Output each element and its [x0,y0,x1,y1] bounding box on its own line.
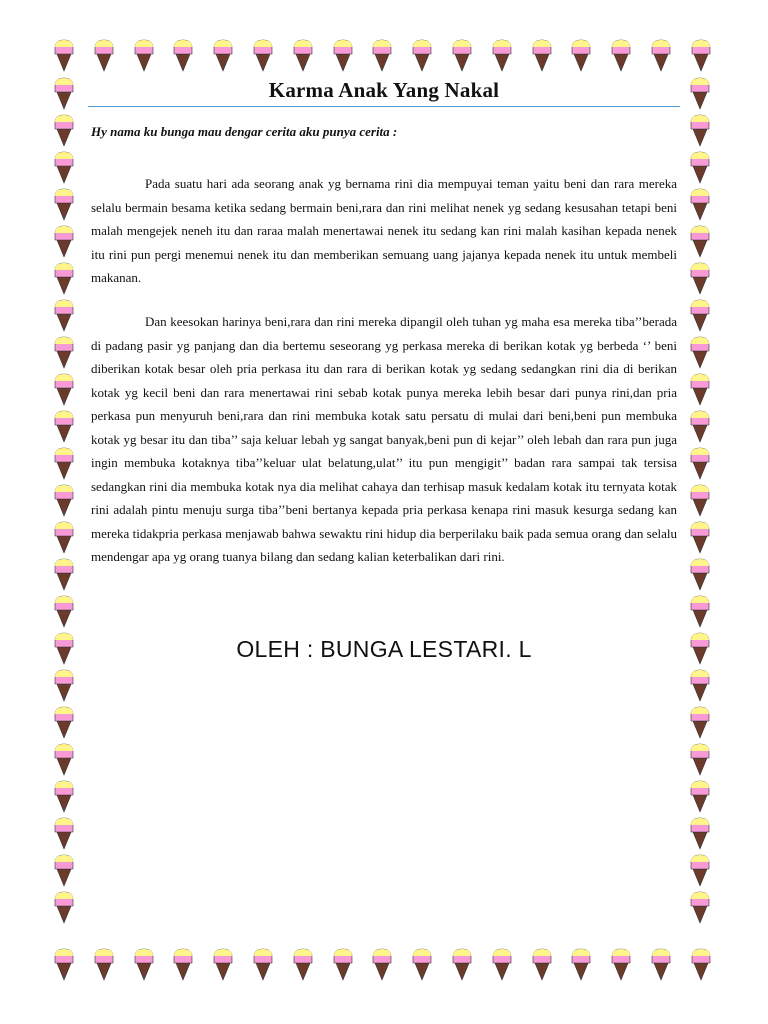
ice-cream-cone-icon [55,559,73,590]
ice-cream-cone-icon [691,78,709,109]
ice-cream-cone-icon [652,40,670,71]
ice-cream-cone-icon [533,40,551,71]
ice-cream-cone-icon [572,40,590,71]
ice-cream-cone-icon [691,115,709,146]
ice-cream-cone-icon [55,781,73,812]
ice-cream-cone-icon [214,949,232,980]
ice-cream-cone-icon [691,818,709,849]
ice-cream-cone-icon [691,892,709,923]
ice-cream-cone-icon [135,949,153,980]
ice-cream-cone-icon [373,40,391,71]
ice-cream-cone-icon [691,707,709,738]
ice-cream-cone-icon [55,374,73,405]
ice-cream-cone-icon [55,40,73,71]
ice-cream-cone-icon [334,949,352,980]
ice-cream-cone-icon [691,263,709,294]
ice-cream-cone-icon [691,855,709,886]
ice-cream-cone-icon [95,949,113,980]
ice-cream-cone-icon [55,818,73,849]
ice-cream-cone-icon [691,744,709,775]
ice-cream-cone-icon [373,949,391,980]
ice-cream-cone-icon [652,949,670,980]
ice-cream-cone-icon [214,40,232,71]
ice-cream-cone-icon [135,40,153,71]
ice-cream-cone-icon [691,522,709,553]
ice-cream-cone-icon [55,596,73,627]
ice-cream-cone-icon [174,949,192,980]
intro-line: Hy nama ku bunga mau dengar cerita aku punya cerita : [91,124,398,139]
ice-cream-cone-icon [612,949,630,980]
ice-cream-cone-icon [254,949,272,980]
ice-cream-cone-icon [55,78,73,109]
ice-cream-cone-icon [55,226,73,257]
ice-cream-cone-icon [55,707,73,738]
ice-cream-cone-icon [334,40,352,71]
ice-cream-cone-icon [55,189,73,220]
ice-cream-cone-icon [493,40,511,71]
ice-cream-cone-icon [493,949,511,980]
ice-cream-cone-icon [55,670,73,701]
story-paragraph-1: Pada suatu hari ada seorang anak yg bernama rini dia mempuyai teman yaitu beni dan rara mereka selalu bermain besama ketika sedang bermain beni,rara dan rini melihat nenek yg sedang kesusahan tetapi beni malah mengejek neneh itu dan raraa malah menertawai nenek itu sedang kan rini malah kasihan kepada nenek itu rini pun pergi menemui nenek itu dan memberikan semuang uang jajanya kepada nenek itu untuk membeli makanan. [91,176,677,285]
ice-cream-cone-icon [691,300,709,331]
ice-cream-cone-icon [55,411,73,442]
ice-cream-cone-icon [55,744,73,775]
ice-cream-cone-icon [55,115,73,146]
ice-cream-cone-icon [572,949,590,980]
ice-cream-cone-icon [691,448,709,479]
ice-cream-cone-icon [55,892,73,923]
ice-cream-cone-icon [413,40,431,71]
ice-cream-cone-icon [294,949,312,980]
ice-cream-cone-icon [55,855,73,886]
ice-cream-cone-icon [692,949,710,980]
ice-cream-cone-icon [294,40,312,71]
ice-cream-cone-icon [413,949,431,980]
ice-cream-cone-icon [691,374,709,405]
ice-cream-cone-icon [691,189,709,220]
ice-cream-cone-icon [55,949,73,980]
author-line: OLEH : BUNGA LESTARI. L [236,636,532,662]
ice-cream-cone-icon [55,300,73,331]
ice-cream-cone-icon [691,559,709,590]
ice-cream-cone-icon [55,263,73,294]
ice-cream-cone-icon [453,949,471,980]
ice-cream-cone-icon [254,40,272,71]
ice-cream-cone-icon [453,40,471,71]
page-title: Karma Anak Yang Nakal [268,78,500,102]
ice-cream-cone-icon [691,670,709,701]
title-divider [88,106,680,107]
ice-cream-cone-icon [692,40,710,71]
ice-cream-cone-icon [533,949,551,980]
ice-cream-cone-icon [691,411,709,442]
ice-cream-cone-icon [691,781,709,812]
ice-cream-cone-icon [55,448,73,479]
ice-cream-cone-icon [691,485,709,516]
ice-cream-cone-icon [612,40,630,71]
ice-cream-cone-icon [174,40,192,71]
ice-cream-cone-icon [95,40,113,71]
story-paragraph-2: Dan keesokan harinya beni,rara dan rini mereka dipangil oleh tuhan yg maha esa mereka tiba’’berada di padang pasir yg panjang dan dia bertemu seseorang yg perkasa mereka di berikan kotak yg berbeda ‘’ beni diberikan kotak besar oleh pria perkasa itu dan rara di berikan kotak yg sedang sedangkan rini dia di berikan kotak yg kecil beni dan rara menertawai rini sebab kotak punya mereka lebih besar dari punya rini,dan pria perkasa pun menyuruh beni,rara dan rini membuka kotak satu persatu di mulai dari beni,beni pun membuka kotak yg besar itu dan tiba’’ saja keluar lebah yg sangat banyak,beni pun di kejar’’ oleh lebah dan rara pun juga ingin membuka kotaknya tiba’’keluar ulat belatung,ulat’’ itu pun mengigit’’ badan rara sampai tak tersisa sedangkan rini dia membuka kotak nya dia melihat cahaya dan terhisap masuk kedalam kotak itu ternyata kotak rini adalah pintu menuju surga tiba’’beni bertanya kepada pria perkasa kenapa rini masuk kesurga sedang kan mereka tidakpria perkasa menjawab bahwa sewaktu rini hidup dia berperilaku baik pada semua orang dan selalu mendengar apa yg orang tuanya bilang dan sedang kalian keterbalikan dari rini. [91,314,677,564]
ice-cream-cone-icon [691,596,709,627]
ice-cream-cone-icon [55,337,73,368]
ice-cream-cone-icon [55,152,73,183]
ice-cream-cone-icon [691,226,709,257]
ice-cream-cone-icon [691,152,709,183]
ice-cream-cone-icon [55,485,73,516]
ice-cream-cone-icon [55,522,73,553]
ice-cream-cone-icon [691,337,709,368]
